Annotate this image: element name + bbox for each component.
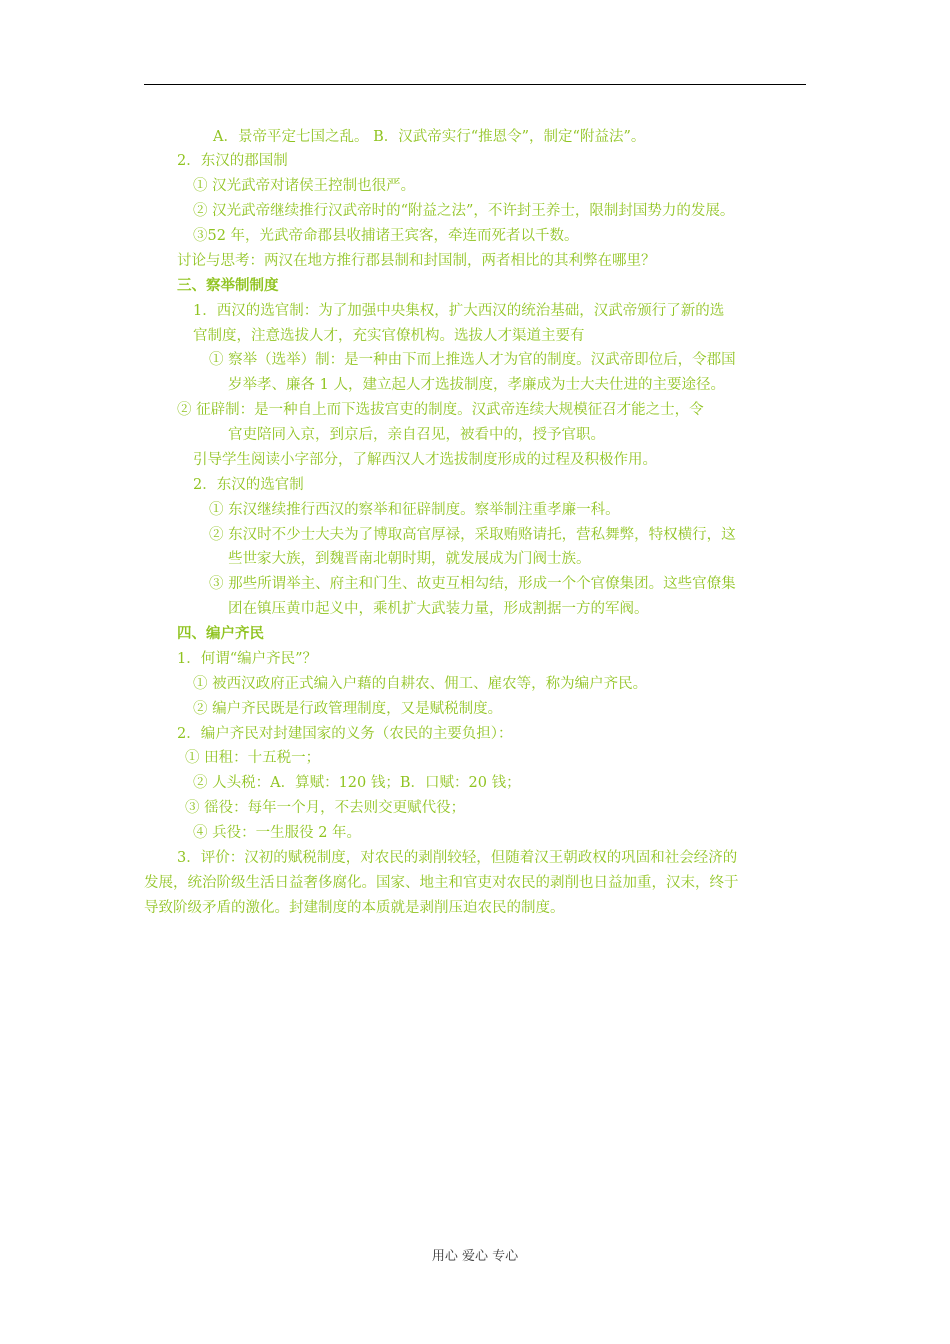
text-line: ③ 那些所谓举主、府主和门生、故吏互相勾结，形成一个个官僚集团。这些官僚集 [209, 576, 736, 592]
text-line: ① 被西汉政府正式编入户藉的自耕农、佣工、雇农等，称为编户齐民。 [193, 676, 648, 692]
text-line: 2．东汉的选官制 [193, 477, 304, 493]
text-line: 导致阶级矛盾的激化。封建制度的本质就是剥削压迫农民的制度。 [144, 900, 565, 916]
text-line: 1．何谓“编户齐民”？ [177, 651, 318, 667]
text-line: ③ 徭役：每年一个月，不去则交更赋代役； [185, 800, 466, 816]
text-line: ④ 兵役：一生服役 2 年。 [193, 825, 362, 841]
text-line: A．景帝平定七国之乱。 B．汉武帝实行“推恩令”，制定“附益法”。 [213, 129, 646, 145]
text-line: 官吏陪同入京，到京后，亲自召见，被看中的，授予官职。 [228, 427, 605, 443]
text-line: ② 东汉时不少士大夫为了博取高官厚禄，采取贿赂请托，营私舞弊，特权横行，这 [209, 527, 736, 543]
text-line: 岁举孝、廉各 1 人，建立起人才选拔制度，孝廉成为士大夫仕进的主要途径。 [228, 377, 725, 393]
text-line: ② 人头税：A．算赋：120 钱；B．口赋：20 钱； [193, 775, 521, 791]
text-line: 些世家大族，到魏晋南北朝时期，就发展成为门阀士族。 [228, 551, 591, 567]
text-line: 1．西汉的选官制：为了加强中央集权，扩大西汉的统治基础，汉武帝颁行了新的选 [193, 303, 725, 319]
text-line: ① 汉光武帝对诸侯王控制也很严。 [193, 178, 416, 194]
page-footer: 用心 爱心 专心 [431, 1249, 519, 1264]
text-line: 3．评价：汉初的赋税制度，对农民的剥削较轻，但随着汉王朝政权的巩固和社会经济的 [177, 850, 738, 866]
text-line: ① 田租：十五税一； [185, 750, 321, 766]
text-line: 团在镇压黄巾起义中，乘机扩大武装力量，形成割据一方的军阀。 [228, 601, 649, 617]
header-rule [144, 84, 806, 85]
text-line: 引导学生阅读小字部分，了解西汉人才选拔制度形成的过程及积极作用。 [193, 452, 657, 468]
text-line: ② 征辟制：是一种自上而下选拔宫吏的制度。汉武帝连续大规模征召才能之士，令 [177, 402, 704, 418]
text-line: 讨论与思考：两汉在地方推行郡县制和封国制，两者相比的其利弊在哪里？ [177, 253, 656, 269]
section-heading: 四、编户齐民 [177, 625, 264, 642]
text-line: 2．东汉的郡国制 [177, 153, 288, 169]
text-line: ② 编户齐民既是行政管理制度，又是赋税制度。 [193, 701, 503, 717]
text-line: ① 东汉继续推行西汉的察举和征辟制度。察举制注重孝廉一科。 [209, 502, 620, 518]
text-line: 2．编户齐民对封建国家的义务（农民的主要负担）： [177, 726, 513, 742]
text-line: ① 察举（选举）制：是一种由下而上推选人才为官的制度。汉武帝即位后，令郡国 [209, 352, 736, 368]
text-line: ③52 年，光武帝命郡县收捕诸王宾客，牵连而死者以千数。 [193, 228, 579, 244]
text-line: 官制度，注意选拔人才，充实官僚机构。选拔人才渠道主要有 [193, 328, 585, 344]
text-line: 发展，统治阶级生活日益奢侈腐化。国家、地主和官吏对农民的剥削也日益加重，汉末，终于 [144, 875, 739, 891]
text-line: ② 汉光武帝继续推行汉武帝时的“附益之法”，不许封王养士，限制封国势力的发展。 [193, 203, 735, 219]
section-heading: 三、察举制制度 [177, 277, 279, 294]
